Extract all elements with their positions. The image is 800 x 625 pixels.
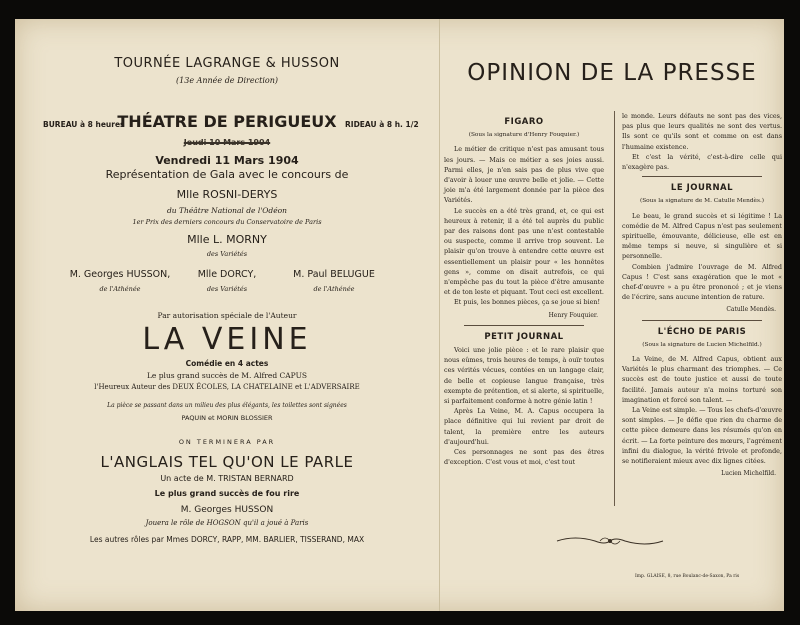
press-column-left <box>444 111 604 468</box>
terminera-line: ON TERMINERA PAR <box>178 438 276 446</box>
bureau-time: BUREAU à 8 heures <box>43 120 125 129</box>
figaro-byline: (Sous la signature d'Henry Fouquier.) <box>468 132 580 139</box>
figaro-para: Le succès en a été très grand, et, ce qui est heureux à retenir, il a été tel auprès du public par des raisons dont pas une n'est contestable ou suspecte, comme il arrive trop souvent. Le plaisir qu'on trouve à entendre cette œuvre est essentiellement un plaisir pour « les honnêtes gens », comme on disait autrefois, ce qui n'empêche pas du tout la pièce d'être amusante et de ton leste et piquant. Tout ceci est excellent. <box>444 206 604 297</box>
divider <box>642 176 762 177</box>
star1-name: Mlle ROSNI-DERYS <box>176 188 278 201</box>
echo-byline: (Sous la signature de Lucien Michelfild.) <box>642 341 762 348</box>
ornament-flourish <box>555 533 665 549</box>
husson-line: M. Georges HUSSON <box>180 505 274 515</box>
star2-theatre: des Variétés <box>206 250 248 258</box>
couturiers: PAQUIN et MORIN BLOSSIER <box>181 414 273 422</box>
petit-journal-cont: le monde. Leurs défauts ne sont pas des vices, pas plus que leurs qualités ne sont des vertus. Ils sont ce qu'ils sont et comme on est dans l'humaine existence. <box>622 112 782 151</box>
journal-signature: Catulle Mendès. <box>726 306 776 314</box>
play2-author: Un acte de M. TRISTAN BERNARD <box>160 474 294 483</box>
other-roles: Les autres rôles par Mmes DORCY, RAPP, MM. BARLIER, TISSERAND, MAX <box>89 535 365 544</box>
cast-theatre: des Variétés <box>206 285 248 293</box>
cast-theatre: de l'Athénée <box>99 285 141 293</box>
cast-name: M. Paul BELUGUE <box>293 269 375 280</box>
gala-line: Représentation de Gala avec le concours de <box>105 168 349 181</box>
cast-name: Mlle DORCY, <box>197 269 257 280</box>
journal-para: Combien j'admire l'ouvrage de M. Alfred Capus ! C'est sans exagération que le mot « chef-d'œuvre » a pu être prononcé ; et je viens de l'écrire, sans aucune intention de rature. <box>622 262 782 302</box>
playbill-sheet <box>15 19 784 611</box>
tour-title: TOURNÉE LAGRANGE & HUSSON <box>114 56 340 71</box>
toilettes-line: La pièce se passant dans un milieu des plus élégants, les toilettes sont signées <box>107 402 347 409</box>
column-rule <box>614 111 615 506</box>
success-line: Le plus grand succès de M. Alfred CAPUS <box>146 371 308 380</box>
performance-date: Vendredi 11 Mars 1904 <box>155 154 299 167</box>
rideau-time: RIDEAU à 8 h. 1/2 <box>345 120 419 129</box>
petit-journal-para: Ces personnages ne sont pas des êtres d'exception. C'est vous et moi, c'est tout <box>444 448 604 467</box>
echo-heading: L'ÉCHO DE PARIS <box>657 326 747 337</box>
struck-date: Jeudi 10 Mars 1904 <box>183 138 271 147</box>
petit-journal-para: Voici une jolie pièce : et le rare plaisir que nous eûmes, trois heures de temps, à ouïr toutes ces vérités vécues, contées en un langage clair, de belle et copieuse langue française, très exempte de prétention, et si alerte, si spirituelle, si parfaitement conforme à notre génie latin ! <box>444 346 604 406</box>
journal-byline: (Sous la signature de M. Catulle Mendès.) <box>639 198 765 205</box>
cast-member <box>269 269 399 293</box>
play2-title: L'ANGLAIS TEL QU'ON LE PARLE <box>100 453 354 471</box>
press-column-right <box>622 111 782 484</box>
cast-theatre: de l'Athénée <box>313 285 355 293</box>
left-page <box>15 19 439 611</box>
star1-prize: 1er Prix des derniers concours du Conservatoire de Paris <box>132 218 322 226</box>
play-title: LA VEINE <box>142 322 312 357</box>
divider <box>642 320 762 321</box>
echo-signature: Lucien Michelfild. <box>721 470 776 478</box>
figaro-para: Le métier de critique n'est pas amusant tous les jours. — Mais ce métier a ses joies aussi. Parmi elles, je n'en sais pas de plus vive que d'avoir à louer une œuvre belle et jolie. — Cette joie m'a été largement donnée par la pièce des Variétés. <box>444 145 604 205</box>
star1-theatre: du Théâtre National de l'Odéon <box>166 206 288 215</box>
comedie-line: Comédie en 4 actes <box>185 359 269 368</box>
author-works: l'Heureux Auteur des DEUX ÉCOLES, LA CHATELAINE et L'ADVERSAIRE <box>94 383 360 391</box>
year-line: (13e Année de Direction) <box>176 76 278 85</box>
echo-para: La Veine est simple. — Tous les chefs-d'œuvre sont simples. — Je défie que rien du charme de cette pièce demeure dans les résumés qu'on en écrit. — La forte peinture des mœurs, l'agrément infini du dialogue, la vérité frivole et profonde, se notifieraient mieux avec dix lignes citées. <box>622 406 782 466</box>
divider <box>464 325 584 326</box>
petit-journal-heading: PETIT JOURNAL <box>484 331 564 342</box>
echo-para: La Veine, de M. Alfred Capus, obtient aux Variétés le plus charmant des triomphes. — Ce succès est de toute justice et aussi de toute facilité. Jamais auteur n'a moins torturé son imagination et forcé son talent. — <box>622 355 782 404</box>
figaro-para: Et puis, les bonnes pièces, ça se joue si bien! <box>454 298 601 307</box>
autorisation: Par autorisation spéciale de l'Auteur <box>157 311 297 320</box>
star2-name: Mlle L. MORNY <box>187 233 267 246</box>
fou-rire-line: Le plus grand succès de fou rire <box>154 489 300 498</box>
journal-heading: LE JOURNAL <box>670 183 734 194</box>
cast-name: M. Georges HUSSON, <box>69 269 171 280</box>
figaro-heading: FIGARO <box>504 117 544 127</box>
hogson-line: Jouera le rôle de HOGSON qu'il a joué à Paris <box>145 519 309 527</box>
printer-imprint: Imp. GLAISE, 8, rue Boulanc-de-Saxon, Pa ris <box>635 574 740 579</box>
theatre-name: THÉATRE DE PERIGUEUX <box>117 112 337 131</box>
press-title: OPINION DE LA PRESSE <box>467 60 757 86</box>
petit-journal-cont: Et c'est la vérité, c'est-à-dire celle qui n'exagère pas. <box>622 152 782 172</box>
petit-journal-para: Après La Veine, M. A. Capus occupera la place définitive qui lui revient par droit de talent, la première entre les auteurs d'aujourd'hui. <box>444 407 604 446</box>
figaro-signature: Henry Fouquier. <box>548 311 598 319</box>
journal-para: Le beau, le grand succès et si légitime ! La comédie de M. Alfred Capus n'est pas seulement spirituelle, émouvante, délicieuse, elle est en même temps si neuve, si singulière et si personnelle. <box>622 211 782 261</box>
